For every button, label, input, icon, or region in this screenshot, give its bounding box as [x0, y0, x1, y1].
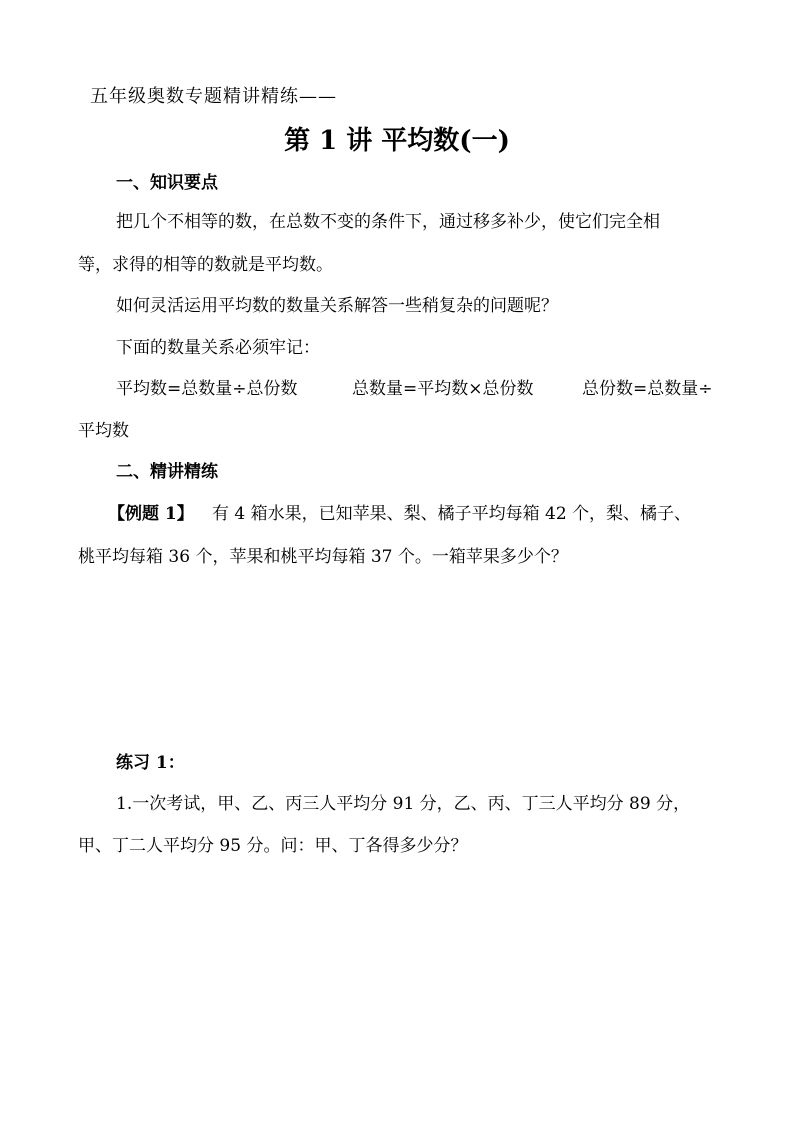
paragraph-definition-line-1: 把几个不相等的数，在总数不变的条件下，通过移多补少，使它们完全相: [116, 212, 660, 232]
exercise-1-question-line-1: 1.一次考试，甲、乙、丙三人平均分 91 分，乙、丙、丁三人平均分 89 分，: [116, 794, 691, 814]
series-title: 五年级奥数专题精讲精练——: [90, 86, 337, 107]
paragraph-question: 如何灵活运用平均数的数量关系解答一些稍复杂的问题呢？: [116, 296, 558, 316]
exercise-1-heading: 练习 1：: [116, 753, 185, 773]
example-1-line-1: 有 4 箱水果，已知苹果、梨、橘子平均每箱 42 个，梨、橘子、: [212, 504, 692, 524]
paragraph-definition-line-2: 等，求得的相等的数就是平均数。: [78, 255, 333, 275]
page-title: 第 1 讲 平均数(一): [284, 126, 510, 156]
formula-count: 总份数=总数量÷: [582, 379, 713, 399]
section-heading-knowledge: 一、知识要点: [116, 173, 218, 193]
formula-average: 平均数=总数量÷总份数: [116, 379, 298, 399]
section-heading-practice: 二、精讲精练: [116, 462, 218, 482]
formula-count-continuation: 平均数: [78, 421, 129, 441]
example-1-label: 【例题 1】: [108, 504, 194, 524]
example-1-line-2: 桃平均每箱 36 个，苹果和桃平均每箱 37 个。一箱苹果多少个？: [78, 547, 568, 567]
exercise-1-question-line-2: 甲、丁二人平均分 95 分。问：甲、丁各得多少分？: [78, 836, 468, 856]
formula-total: 总数量=平均数×总份数: [352, 379, 534, 399]
paragraph-remember: 下面的数量关系必须牢记：: [116, 338, 320, 358]
